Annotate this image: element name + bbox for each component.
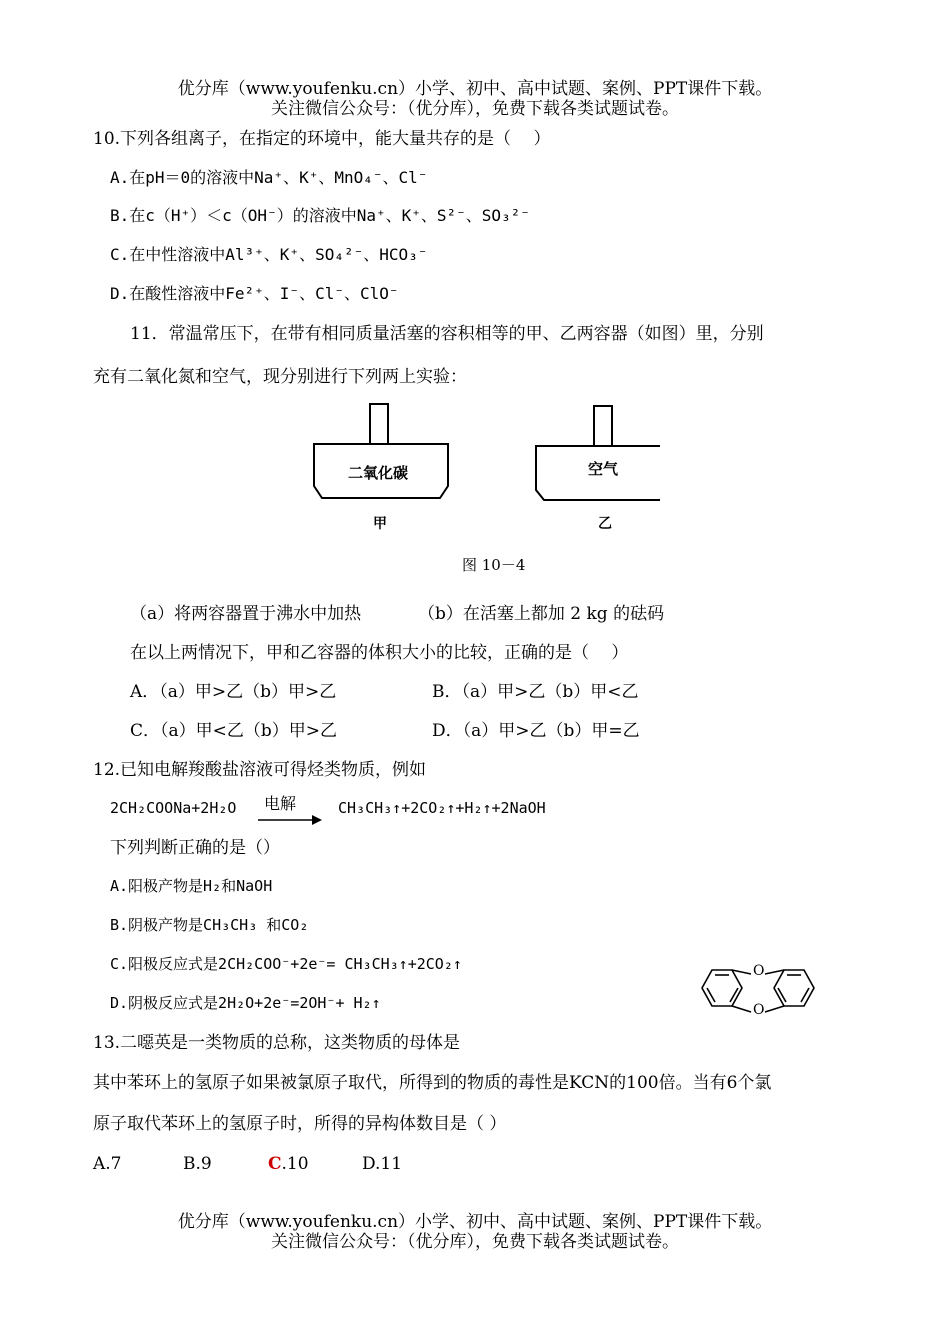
header-line-1: 优分库（www.youfenku.cn）小学、初中、高中试题、案例、PPT课件下载。 xyxy=(177,79,773,99)
q10-option-c: C.在中性溶液中Al³⁺、K⁺、SO₄²⁻、HCO₃⁻ xyxy=(110,245,428,264)
container-jia xyxy=(314,404,448,498)
q12-arrow-label: 电解 xyxy=(264,794,297,813)
q13-line-2: 其中苯环上的氢原子如果被氯原子取代，所得到的物质的毒性是KCN的100倍。当有6个氯 xyxy=(93,1073,772,1093)
q11-option-a: A．（a）甲>乙（b）甲>乙 xyxy=(130,682,337,702)
q13-option-c-letter: C xyxy=(268,1154,282,1174)
q10-option-a: A.在pH＝0的溶液中Na⁺、K⁺、MnO₄⁻、Cl⁻ xyxy=(110,168,428,187)
q12-option-d: D.阴极反应式是2H₂O+2e⁻=2OH⁻+ H₂↑ xyxy=(110,994,381,1012)
q11-condition-a: （a）将两容器置于沸水中加热 xyxy=(130,604,362,624)
q10-option-d: D.在酸性溶液中Fe²⁺、I⁻、Cl⁻、ClO⁻ xyxy=(110,284,399,303)
q12-stem: 12.已知电解羧酸盐溶液可得烃类物质，例如 xyxy=(93,760,427,780)
fig-left-name: 甲 xyxy=(373,516,387,532)
q11-option-d: D．（a）甲>乙（b）甲=乙 xyxy=(432,721,640,741)
fig-right-name: 乙 xyxy=(598,516,612,532)
oxygen-atom-bottom: O xyxy=(753,1002,765,1018)
q13-line-3: 原子取代苯环上的氢原子时，所得的异构体数目是（ ） xyxy=(93,1114,507,1134)
q12-option-a: A.阳极产物是H₂和NaOH xyxy=(110,877,273,895)
container-yi xyxy=(536,406,660,500)
reaction-arrow-icon xyxy=(256,812,324,828)
q11-stem-line-1: 11．常温常压下，在带有相同质量活塞的容积相等的甲、乙两容器（如图）里，分别 xyxy=(130,324,764,344)
q12-equation-right: CH₃CH₃↑+2CO₂↑+H₂↑+2NaOH xyxy=(338,799,546,817)
q10-option-b: B.在c（H⁺）＜c（OH⁻）的溶液中Na⁺、K⁺、S²⁻、SO₃²⁻ xyxy=(110,206,530,225)
piston-rod-yi xyxy=(594,406,612,446)
q12-option-c: C.阳极反应式是2CH₂COO⁻+2e⁻= CH₃CH₃↑+2CO₂↑ xyxy=(110,955,462,973)
q11-option-c: C．（a）甲<乙（b）甲>乙 xyxy=(130,721,338,741)
header-line-2: 关注微信公众号：（优分库），免费下载各类试题试卷。 xyxy=(271,99,679,119)
q11-option-b: B．（a）甲>乙（b）甲<乙 xyxy=(432,682,639,702)
oxygen-atom-top: O xyxy=(753,963,765,979)
q10-stem: 10.下列各组离子，在指定的环境中，能大量共存的是（ ） xyxy=(93,129,551,149)
q13-stem: 13.二噁英是一类物质的总称，这类物质的母体是 xyxy=(93,1033,461,1053)
q13-option-c xyxy=(268,1153,309,1175)
figure-caption: 图 10－4 xyxy=(462,556,526,574)
q13-option-d: D.11 xyxy=(362,1154,403,1174)
q12-equation-left: 2CH₂COONa+2H₂O xyxy=(110,799,237,817)
fig-left-gas-label: 二氧化碳 xyxy=(348,464,409,482)
q11-stem-line-2: 充有二氧化氮和空气，现分别进行下列两上实验： xyxy=(93,367,467,387)
footer-line-1: 优分库（www.youfenku.cn）小学、初中、高中试题、案例、PPT课件下载。 xyxy=(177,1212,773,1232)
q11-question: 在以上两情况下，甲和乙容器的体积大小的比较，正确的是（ ） xyxy=(130,643,629,663)
piston-rod-jia xyxy=(370,404,388,444)
q13-option-c-value: .10 xyxy=(281,1154,309,1174)
q11-condition-b: （b）在活塞上都加 2 kg 的砝码 xyxy=(418,604,665,624)
q12-prompt: 下列判断正确的是（） xyxy=(110,838,280,858)
footer-line-2: 关注微信公众号：（优分库），免费下载各类试题试卷。 xyxy=(271,1232,679,1252)
q13-option-a: A.7 xyxy=(93,1154,122,1174)
q12-option-b: B.阴极产物是CH₃CH₃ 和CO₂ xyxy=(110,916,309,934)
q13-option-b: B.9 xyxy=(183,1154,212,1174)
fig-right-gas-label: 空气 xyxy=(588,460,619,478)
